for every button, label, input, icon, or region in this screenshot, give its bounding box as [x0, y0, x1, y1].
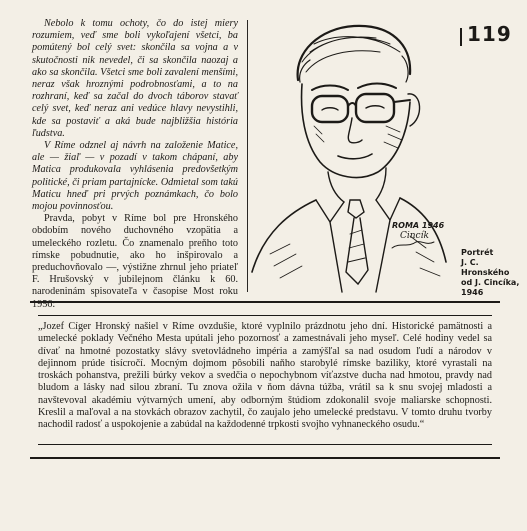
- caption-line: Portrét: [461, 248, 494, 257]
- page-number: 119: [467, 22, 512, 46]
- left-text-column: [32, 18, 238, 311]
- artist-signature: Cincík: [400, 231, 429, 241]
- page-number-bar: [460, 28, 462, 46]
- body-paragraph: Pravda, pobyt v Ríme bol pre Hronského obdobím nového duchovného vzopätia a umeleckého rozletu. Čo znamenalo preňho toto rímske pobudnutie, ako ho inšpirovalo a preduchovňovalo —, výstižne zhrnul jeho priateľ F. Hrušovský v jubilejnom článku k 60. narodeninám spisovateľa v časopise Most roku 1956:: [32, 213, 238, 310]
- quotation-text: „Jozef Cíger Hronský našiel v Ríme ovzdušie, ktoré vyplnilo prázdnotu jeho dní. Historické pamätnosti a umelecké poklady Večného Mesta upútali jeho pozornosť a zamestnávali jeho myseľ. Celé hodiny vedel sa dívať na hmotné pozostatky slávy svetovládneho impéria a zamýšľal sa nad osudom ľudí a národov v dejinnom prúde tisícročí. Mocným dojmom pôsobili naňho starobylé rímske baziliky, ktoré vyrastali na troskách pohanstva, prežili búrky vekov a svedčia o nepochybnom víťazstve ducha nad hmotou, pravdy nad bludom a lásky nad silou zbraní. Tu znova ožila v ňom dávna túžba, vrátil sa k snu svojej mladosti a navštevoval akadémiu výtvarných umení, aby odborným štúdiom zdokonalil svoje maliarske schopnosti. Kreslil a maľoval a na stovkách obrazov zachytil, čo zaujalo jeho umelecké predstavu. V tomto druhu tvorby nachodil radosť a uspokojenie a zabúdal na každodenné trpkosti svojho vyhnaneckého osudu.“: [38, 321, 492, 431]
- italic-paragraph-1: Nebolo k tomu ochoty, čo do istej miery rozumiem, veď sme boli vykoľajení všetci, ba pomútený bol celý svet: skončila sa vojna a v skutočnosti nik nevedel, či sa skončila naozaj a ako sa skončila. Všetci sme boli zavalení menšími, neraz však hroznými podrobnosťami, a to na rozhraní, keď sa začal do dvoch táborov stavať celý svet, keď neraz ani vedúce hlavy nevystihli, kde sa postaviť a aká bude najbližšia história ľudstva.: [32, 18, 238, 139]
- caption-line: od J. Cincíka,: [461, 278, 520, 287]
- portrait-caption: [461, 248, 525, 298]
- quote-bottom-rule: [38, 444, 492, 445]
- caption-line: 1946: [461, 288, 484, 297]
- quotation-box: [30, 301, 500, 459]
- column-divider: [247, 20, 248, 292]
- caption-line: J. C.: [461, 258, 479, 267]
- quote-top-rule: [38, 315, 492, 316]
- italic-paragraph-2: V Ríme odznel aj návrh na založenie Matice, ale — žiaľ — v pozadí v takom chápaní, aby Matica produkovala vyhlásenia predovšetkým politické, či priam partajnícke. Odmietal som takú Maticu hneď pri prvých poznámkach, čo bolo mojou povinnosťou.: [32, 140, 238, 213]
- portrait-date: ROMA 1946: [392, 221, 445, 230]
- caption-line: Hronského: [461, 268, 510, 277]
- portrait-drawing: [250, 22, 448, 294]
